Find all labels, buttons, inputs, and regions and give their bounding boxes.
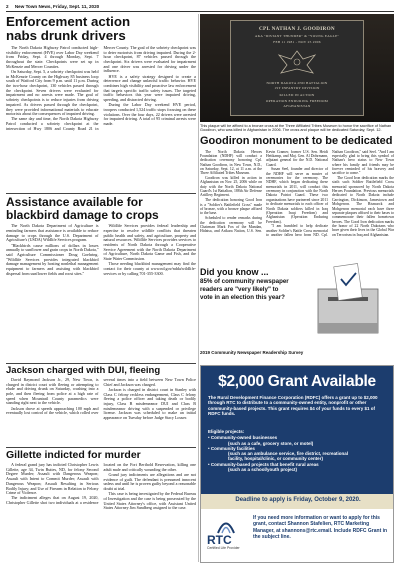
blackbird-headline: Assistance available for blackbird damage to crops — [6, 195, 159, 222]
list-item: • Community-owned businesses — [208, 435, 278, 441]
checkpoint-body — [6, 46, 196, 192]
ad-eligible-label: Eligible projects: — [208, 429, 245, 434]
blackbird-article — [6, 196, 196, 360]
plaque-line: AKA "DISTANT THUNDER" & "YOUNG EAGLE" — [254, 34, 340, 38]
plaque-line: AFGHANISTAN — [283, 104, 311, 108]
list-item-detail: (such as a cafe, grocery store, or motel) — [228, 440, 314, 446]
page-number: 2 — [6, 4, 9, 9]
paragraph: Jackson is charged in district court in Stanley with Class C felony reckless endangerment, Class C felony fleeing a police officer and taking death or bodily injury, Class B misdemeanor DUI and Class B misdemeanor driving with a suspended or privilege license. Jackson was scheduled to make an initial appearance on Tuesday before Judge Stacy Louser. — [103, 386, 196, 421]
list-item: • Community-based projects that benefit rural areas — [208, 461, 319, 467]
paragraph: The North Dakota Highway Patrol conducted high-visibility enforcement (HVE) over Labor Day weekend from Friday, Sept. 4 through Monday, Sept. 7 throughout the state. Checkpoints were set up in McKenzie and Mercer Counties. — [6, 44, 99, 69]
checkpoint-article — [6, 15, 196, 192]
paragraph: Wildlife Services provides federal leadership and expertise to resolve wildlife conflicts that threaten public health and safety, and agriculture, property and natural resources. Wildlife Services provides services to residents of North Dakota through a Cooperative Service Agreement with the North Dakota Department of Agriculture, North Dakota Game and Fish, and the State Water Commission. — [103, 223, 196, 262]
plaque-line: 1ST INFANTRY DIVISION — [274, 86, 320, 90]
list-item: • Community facilities — [208, 445, 255, 451]
paragraph: The North Dakota Heroes Foundation (NDHF) will conduct a dedication ceremony honoring Cpl. Nathan Goodiron, in New Town, N.D., on Saturday, Sept. 12, at 11 a.m. at the Three Affiliated Tribes Museum. — [200, 149, 262, 176]
paragraph: Grand jury indictments are allegations and are not evidence of guilt. The defendant is presumed innocent unless and until he is proven guilty beyond a reasonable doubt at trial. — [103, 471, 196, 492]
section-divider — [6, 363, 196, 364]
paragraph: HVE is a safety strategy designed to create a deterrence and change unlawful traffic behavior. HVE combines high visibility and proactive law enforcement that targets specific traffic safety issues. The targeted traffic behaviors this year were impaired driving, speeding, and distracted driving. — [103, 73, 196, 103]
paragraph: During the Labor Day weekend HVE period, troopers conducted 1,524 traffic stops focusing on these violations. Over the four days, 22 drivers were arrested for impaired driving. A total of 95 criminal arrests were made. — [103, 102, 196, 127]
dui-body — [6, 378, 196, 440]
memorial-plaque-photo — [200, 14, 394, 122]
gillette-headline: Gillette indicted for murder — [6, 449, 141, 461]
ad-deadline: Deadline to apply is Friday, October 9, 2020. — [235, 497, 361, 503]
promo-line: readers are "very likely" to — [200, 285, 279, 293]
rtc-logo-subtext: Certified Life Provider — [207, 546, 240, 550]
promo-line: Did you know ... — [200, 267, 269, 277]
rtc-logo — [207, 518, 249, 558]
readership-promo — [200, 255, 394, 361]
list-item-detail: (such as a school/youth project) — [228, 467, 298, 473]
promo-source: 2019 Community Newspaper Readership Survey — [200, 350, 304, 355]
promo-line: 85% of community newspaper — [200, 277, 289, 285]
list-item-label: Community-owned businesses — [210, 435, 278, 441]
paragraph: "Blackbirds cause millions of dollars in losses annually to sunflower and grain crops in North Dakota," said Agriculture Commissioner Doug Goehring. "Wildlife Services provides integrated blackbird damage management by hosting nonlethal management equipment to farmers and assisting with blackbird dispersal from sunflower fields and roost sites." — [6, 242, 99, 276]
list-item-label: Community facilities — [210, 445, 255, 451]
ballot-box-icon — [304, 259, 392, 337]
paragraph: David Raymond Jackson Jr., 29, New Town, is charged in district court with fleeing or attempting to elude and driving drunk on Saturday, crashing into a pole, and then fleeing from police at a high rate of speed when Mountrail County paramedics were standing right next to the vehicle. — [6, 376, 99, 406]
gillette-article — [6, 450, 196, 563]
rtc-logo-text: RTC — [207, 533, 232, 547]
dui-article — [6, 366, 196, 440]
paragraph: On Saturday, Sept. 5, a sobriety checkpoint was held in McKenzie County on the Highway 85 business loop south of Watford City from 9 p.m. until 11 p.m. During the two-hour checkpoint, 130 vehicles passed through the checkpoint. Seven drivers were evaluated for impairment and no arrests were made. The goal of sobriety checkpoints is to reduce injuries from driving impaired. As drivers passed through the checkpoint, they were provided informational materials to educate motorists about the consequences of impaired driving. — [6, 68, 99, 117]
list-item-detail: facility, hospital/clinic, or community center) — [228, 456, 323, 462]
promo-text — [200, 267, 304, 302]
plaque-line: OPERATION ENDURING FREEDOM — [265, 99, 329, 103]
gillette-body — [6, 463, 196, 563]
ad-eligible-list — [208, 429, 388, 472]
plaque-line: FEB 11 1981 - NOV 25 2006 — [273, 40, 321, 44]
plaque-frame — [230, 20, 364, 116]
paragraph: "I am humbled to help dedicate another Soldier's Battle Cross memorial to another fallen hero from ND. Cpl. Nathan Goodiron," said Seel. "And I am especially glad to bring this symbol of Nathan's hero status to New Town where his family and friends may be forever reminded of his bravery and sacrifice to come." — [266, 149, 394, 238]
list-item-label: Community-based projects that benefit rural areas — [210, 461, 319, 467]
paragraph: The indictment alleges that on August 19, 2020, Christopher Gillette shot two individuals at a residence located on the Fort Berthold Reservation, killing one adult male and critically wounding the other. — [6, 462, 196, 506]
paragraph: Jackson drove at speeds approaching 100 mph and eventually lost control of the vehicle, which rolled over several times into a field between New Town Police Chief and Jackson was charged. — [6, 376, 196, 416]
column-divider — [198, 14, 199, 562]
ad-deadline-band — [201, 494, 393, 509]
paper-dateline: New Town News, Friday, Sept. 11, 2020 — [14, 4, 100, 9]
plaque-line: KILLED IN ACTION — [279, 93, 315, 97]
plaque-line: NORTH DAKOTA 2ND BATTALION — [266, 81, 328, 85]
plaque-line: CPL NATHAN J. GOODIRON — [259, 26, 335, 32]
paragraph: The North Dakota Department of Agriculture is reminding farmers that assistance is available to reduce damage to crops through the U.S. Department of Agriculture's (USDA) Wildlife Services program. — [6, 223, 99, 243]
paragraph: A federal grand jury has indicted Christopher Lewis Gillette, age 34, Twin Buttes, ND, for felony Second Degree Murder; Assault with Dangerous Weapon; Assault with Intent to Commit Murder; Assault with Dangerous Weapon; Assault Resulting in Serious Bodily Injury; and Use of Firearm in Relation to Felony Crime of Violence. — [6, 462, 99, 496]
ad-contact-info: If you need more information or want to apply for this grant, contact Shannon Stafelien, RTC Marketing Manager, at shannons@rtc.email. Include RDFC Grant in the subject line. — [253, 515, 388, 541]
paragraph: Susan Seel, founder and director of the NDHF will serve as master of ceremonies for the ceremony. The NDHF, which began dedicating these memorials in 2011, will conduct this ceremony in conjunction with the North Dakota Patriot Guard. These two organizations have partnered since 2011 to dedicate memorials to each officer of North Dakota soldiers killed in Iraq (Operation Iraqi Freedom) and Afghanistan (Operation Enduring Freedom). — [266, 167, 328, 224]
paragraph: Those needing blackbird management may find the contact for their county at www.nd.gov/ndda/wildlife-services or by calling 701-355-3300. — [103, 261, 196, 276]
blackbird-body — [6, 224, 196, 360]
paragraph: Goodiron was killed in action in Afghanistan on Nov. 25, 2006 while on duty with the North Dakota National Guard's 1st Battalion, 188th Air Defense Artillery Regiment. — [200, 176, 262, 198]
section-divider — [6, 447, 196, 448]
eagle-emblem-icon — [277, 47, 317, 77]
paragraph: Scheduled to render remarks during the dedication ceremony will be Chairman Mark Fox of the Mandan, Hidatsa, and Arikara Nation, U.S. Sen. Kevin Cramer, former U.S. Sen. Heidi Heitkamp, and Maj. Gen. Al Dohrmann, adjutant general for the N.D. National Guard. — [200, 149, 328, 234]
paragraph: The dedication honoring Good Iron is a "Soldier's Battlefield Cross" made of bronze, with a bronze plaque affixed to the base. — [200, 198, 262, 216]
ad-header-panel — [201, 366, 393, 494]
goodiron-body — [200, 150, 394, 264]
plaque-caption: This plaque will be affixed to a bronze cross at the Three Affiliated Tribes Museum to honor the sacrifice of Nathan Goodiron, who was killed in Afghanistan in 2006. The cross and plaque will be dedicated Saturday, Sept. 12. — [200, 124, 392, 133]
section-divider — [6, 193, 196, 194]
goodiron-article — [200, 136, 394, 264]
paragraph: This case is being investigated by the Federal Bureau of Investigation and the case is being prosecuted by the United States Attorney's office, with Assistant United States Attorney Jim Sandberg assigned to the case. — [103, 491, 196, 511]
page-folio — [6, 3, 394, 12]
promo-line: vote in an election this year? — [200, 293, 285, 301]
rtc-logo-mark-icon — [217, 518, 235, 534]
list-item-detail: (such as an ambulance service, fire district, recreational — [228, 451, 349, 457]
ad-intro: The Rural Development Finance Corporation (RDFC) offers a grant up to $2,000 through RTC to distribute to a community-owned entity, nonprofit or other community-based projects. This grant requires $4 of your funds to every $1 of RDFC funds. — [208, 395, 378, 417]
checkpoint-headline: Enforcement action nabs drunk drivers — [6, 14, 131, 43]
goodiron-headline: Goodiron monument to be dedicated — [200, 135, 393, 147]
grant-advertisement — [200, 365, 394, 563]
paragraph: The same day and time, the North Dakota Highway Patrol conducted a sobriety checkpoint at the intersection of Hwy 1806 and County Road 21 in Mercer County. The goal of the sobriety checkpoint was to deter motorists from driving impaired. During the 2-hour checkpoint, 87 vehicles passed through the checkpoint. Six drivers were evaluated for impairment and one driver was arrested for driving under the influence. — [6, 44, 196, 131]
dui-headline: Jackson charged with DUI, fleeing — [6, 365, 161, 376]
paragraph: The Good Iron dedication marks the sixth such Soldier Battlefield Cross memorial sponsored by North Dakota Heroes Foundation. Previous memorials dedicated to North Dakota include Carrington, Dickinson, Jamestown and Mohgerron. The Bismarck and Mohgerron memorial each have three separate plaques affixed to their bases to commemorate their fallen hometown heroes. The Good Iron dedication marks the honor of 22 North Dakotans who have given their lives in the Global War on Terrorism in Iraq and Afghanistan. — [332, 176, 394, 237]
ad-title: $2,000 Grant Available — [218, 373, 376, 390]
